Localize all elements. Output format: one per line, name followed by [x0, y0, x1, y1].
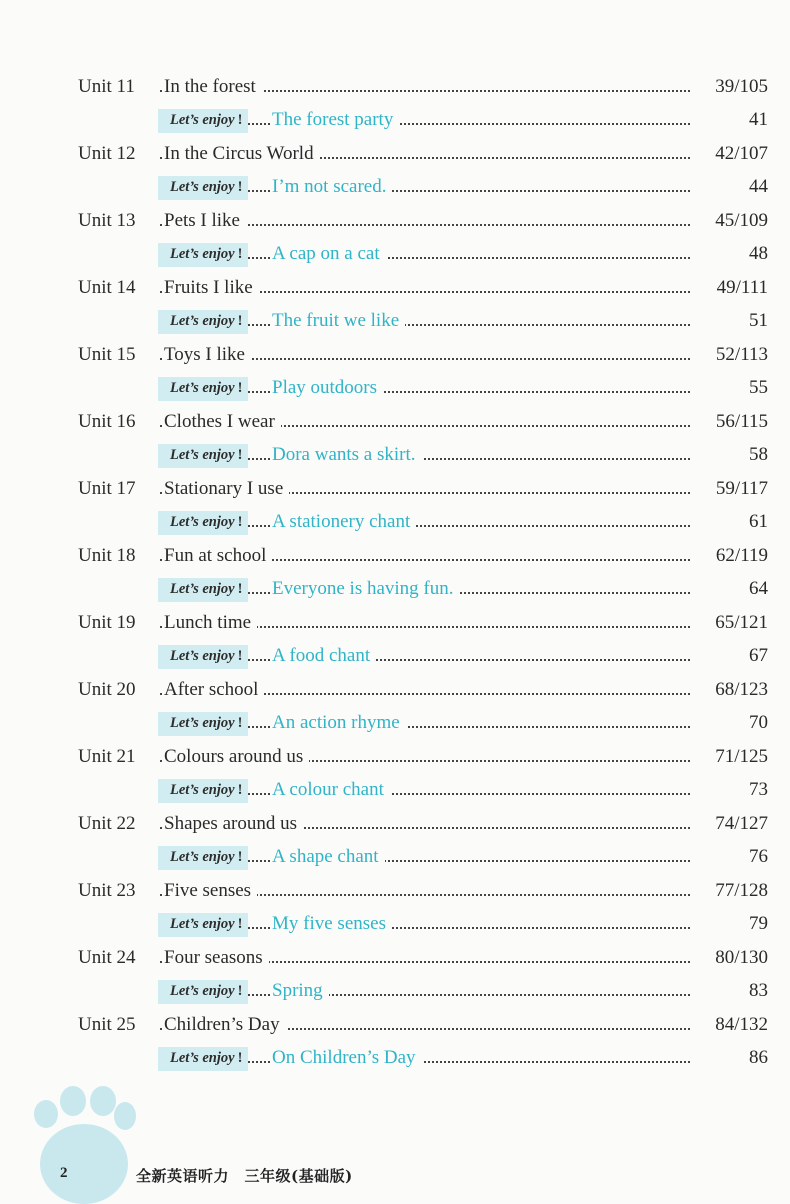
badge-mark: ! — [237, 514, 243, 530]
unit-number: Unit 23 — [78, 879, 136, 901]
unit-page-numbers: 68/123 — [690, 679, 768, 701]
enjoy-page-number: 73 — [690, 779, 768, 801]
toc-enjoy-row — [0, 171, 790, 205]
unit-number: Unit 20 — [78, 678, 136, 700]
unit-title: Four seasons — [164, 947, 269, 969]
unit-title: Clothes I wear — [164, 411, 281, 433]
unit-page-numbers: 62/119 — [690, 545, 768, 567]
unit-page-numbers: 49/111 — [690, 277, 768, 299]
toc-enjoy-row — [0, 305, 790, 339]
paw-main-pad-icon — [40, 1124, 128, 1204]
unit-number: Unit 14 — [78, 276, 136, 298]
badge-text: Let’s enjoy — [170, 849, 235, 865]
enjoy-page-number: 64 — [690, 578, 768, 600]
toc-unit-row — [0, 740, 790, 774]
badge-text: Let’s enjoy — [170, 715, 235, 731]
toc-enjoy-row — [0, 506, 790, 540]
toc-enjoy-row — [0, 908, 790, 942]
lets-enjoy-badge — [158, 243, 248, 267]
enjoy-title: Dora wants a skirt. — [272, 444, 422, 466]
badge-mark: ! — [237, 782, 243, 798]
badge-text: Let’s enjoy — [170, 581, 235, 597]
unit-page-numbers: 42/107 — [690, 143, 768, 165]
paw-toe-icon — [60, 1086, 86, 1116]
unit-number: Unit 22 — [78, 812, 136, 834]
badge-text: Let’s enjoy — [170, 983, 235, 999]
lets-enjoy-badge — [158, 377, 248, 401]
table-of-contents — [0, 70, 790, 1075]
toc-enjoy-row — [0, 707, 790, 741]
badge-text: Let’s enjoy — [170, 313, 235, 329]
badge-text: Let’s enjoy — [170, 782, 235, 798]
toc-unit-row — [0, 673, 790, 707]
badge-text: Let’s enjoy — [170, 246, 235, 262]
badge-mark: ! — [237, 916, 243, 932]
unit-title: Pets I like — [164, 210, 246, 232]
enjoy-page-number: 55 — [690, 377, 768, 399]
enjoy-page-number: 41 — [690, 109, 768, 131]
enjoy-title: An action rhyme — [272, 712, 406, 734]
enjoy-page-number: 79 — [690, 913, 768, 935]
unit-title: Shapes around us — [164, 813, 303, 835]
enjoy-page-number: 86 — [690, 1047, 768, 1069]
paw-print-icon — [34, 1100, 58, 1128]
toc-unit-row — [0, 271, 790, 305]
enjoy-title: Play outdoors — [272, 377, 383, 399]
lets-enjoy-badge — [158, 712, 248, 736]
badge-text: Let’s enjoy — [170, 112, 235, 128]
unit-title: Five senses — [164, 880, 257, 902]
unit-number: Unit 16 — [78, 410, 136, 432]
badge-mark: ! — [237, 179, 243, 195]
toc-enjoy-row — [0, 439, 790, 473]
badge-mark: ! — [237, 1050, 243, 1066]
badge-mark: ! — [237, 112, 243, 128]
toc-enjoy-row — [0, 640, 790, 674]
unit-title: Lunch time — [164, 612, 257, 634]
unit-number: Unit 19 — [78, 611, 136, 633]
badge-mark: ! — [237, 849, 243, 865]
lets-enjoy-badge — [158, 980, 248, 1004]
toc-unit-row — [0, 874, 790, 908]
unit-page-numbers: 52/113 — [690, 344, 768, 366]
badge-mark: ! — [237, 648, 243, 664]
toc-unit-row — [0, 338, 790, 372]
unit-number: Unit 15 — [78, 343, 136, 365]
unit-number: Unit 21 — [78, 745, 136, 767]
toc-enjoy-row — [0, 975, 790, 1009]
lets-enjoy-badge — [158, 578, 248, 602]
lets-enjoy-badge — [158, 109, 248, 133]
unit-number: Unit 24 — [78, 946, 136, 968]
badge-mark: ! — [237, 313, 243, 329]
enjoy-title: A shape chant — [272, 846, 385, 868]
unit-number: Unit 11 — [78, 75, 135, 97]
paw-toe-icon — [90, 1086, 116, 1116]
badge-mark: ! — [237, 983, 243, 999]
enjoy-title: The forest party — [272, 109, 399, 131]
enjoy-title: I’m not scared. — [272, 176, 392, 198]
badge-mark: ! — [237, 581, 243, 597]
unit-page-numbers: 45/109 — [690, 210, 768, 232]
toc-unit-row — [0, 204, 790, 238]
enjoy-title: My five senses — [272, 913, 392, 935]
badge-text: Let’s enjoy — [170, 648, 235, 664]
lets-enjoy-badge — [158, 779, 248, 803]
toc-enjoy-row — [0, 372, 790, 406]
toc-unit-row — [0, 807, 790, 841]
unit-number: Unit 17 — [78, 477, 136, 499]
badge-text: Let’s enjoy — [170, 179, 235, 195]
unit-number: Unit 12 — [78, 142, 136, 164]
lets-enjoy-badge — [158, 511, 248, 535]
toc-enjoy-row — [0, 774, 790, 808]
toc-unit-row — [0, 405, 790, 439]
toc-enjoy-row — [0, 1042, 790, 1076]
enjoy-title: A food chant — [272, 645, 376, 667]
unit-title: In the Circus World — [164, 143, 320, 165]
enjoy-page-number: 83 — [690, 980, 768, 1002]
badge-mark: ! — [237, 715, 243, 731]
toc-unit-row — [0, 606, 790, 640]
lets-enjoy-badge — [158, 1047, 248, 1071]
unit-page-numbers: 80/130 — [690, 947, 768, 969]
badge-text: Let’s enjoy — [170, 916, 235, 932]
toc-unit-row — [0, 472, 790, 506]
enjoy-title: Everyone is having fun. — [272, 578, 460, 600]
lets-enjoy-badge — [158, 310, 248, 334]
enjoy-title: A cap on a cat — [272, 243, 386, 265]
enjoy-title: The fruit we like — [272, 310, 405, 332]
unit-page-numbers: 77/128 — [690, 880, 768, 902]
lets-enjoy-badge — [158, 913, 248, 937]
page-footer — [0, 1100, 790, 1192]
unit-number: Unit 25 — [78, 1013, 136, 1035]
toc-unit-row — [0, 1008, 790, 1042]
badge-text: Let’s enjoy — [170, 447, 235, 463]
enjoy-title: Spring — [272, 980, 329, 1002]
unit-title: Children’s Day — [164, 1014, 286, 1036]
unit-page-numbers: 56/115 — [690, 411, 768, 433]
unit-page-numbers: 84/132 — [690, 1014, 768, 1036]
unit-title: In the forest — [164, 76, 262, 98]
toc-enjoy-row — [0, 573, 790, 607]
enjoy-page-number: 58 — [690, 444, 768, 466]
badge-mark: ! — [237, 447, 243, 463]
enjoy-page-number: 76 — [690, 846, 768, 868]
paw-toe-icon — [114, 1102, 136, 1130]
enjoy-title: A colour chant — [272, 779, 390, 801]
unit-title: Fun at school — [164, 545, 272, 567]
lets-enjoy-badge — [158, 176, 248, 200]
unit-number: Unit 18 — [78, 544, 136, 566]
enjoy-page-number: 70 — [690, 712, 768, 734]
unit-title: Colours around us — [164, 746, 309, 768]
toc-enjoy-row — [0, 104, 790, 138]
enjoy-page-number: 51 — [690, 310, 768, 332]
toc-unit-row — [0, 70, 790, 104]
enjoy-title: A stationery chant — [272, 511, 416, 533]
toc-unit-row — [0, 539, 790, 573]
lets-enjoy-badge — [158, 846, 248, 870]
unit-title: Toys I like — [164, 344, 251, 366]
unit-title: Fruits I like — [164, 277, 259, 299]
badge-text: Let’s enjoy — [170, 514, 235, 530]
toc-unit-row — [0, 941, 790, 975]
badge-mark: ! — [237, 246, 243, 262]
enjoy-page-number: 61 — [690, 511, 768, 533]
enjoy-page-number: 44 — [690, 176, 768, 198]
toc-unit-row — [0, 137, 790, 171]
unit-page-numbers: 74/127 — [690, 813, 768, 835]
enjoy-title: On Children’s Day — [272, 1047, 422, 1069]
badge-text: Let’s enjoy — [170, 380, 235, 396]
unit-page-numbers: 65/121 — [690, 612, 768, 634]
lets-enjoy-badge — [158, 645, 248, 669]
enjoy-page-number: 48 — [690, 243, 768, 265]
badge-text: Let’s enjoy — [170, 1050, 235, 1066]
unit-number: Unit 13 — [78, 209, 136, 231]
badge-mark: ! — [237, 380, 243, 396]
page-number: 2 — [60, 1165, 68, 1181]
toc-enjoy-row — [0, 238, 790, 272]
lets-enjoy-badge — [158, 444, 248, 468]
unit-page-numbers: 59/117 — [690, 478, 768, 500]
unit-title: Stationary I use — [164, 478, 289, 500]
unit-page-numbers: 71/125 — [690, 746, 768, 768]
enjoy-page-number: 67 — [690, 645, 768, 667]
toc-enjoy-row — [0, 841, 790, 875]
unit-title: After school — [164, 679, 264, 701]
unit-page-numbers: 39/105 — [690, 76, 768, 98]
book-title: 全新英语听力 三年级(基础版) — [136, 1167, 353, 1185]
